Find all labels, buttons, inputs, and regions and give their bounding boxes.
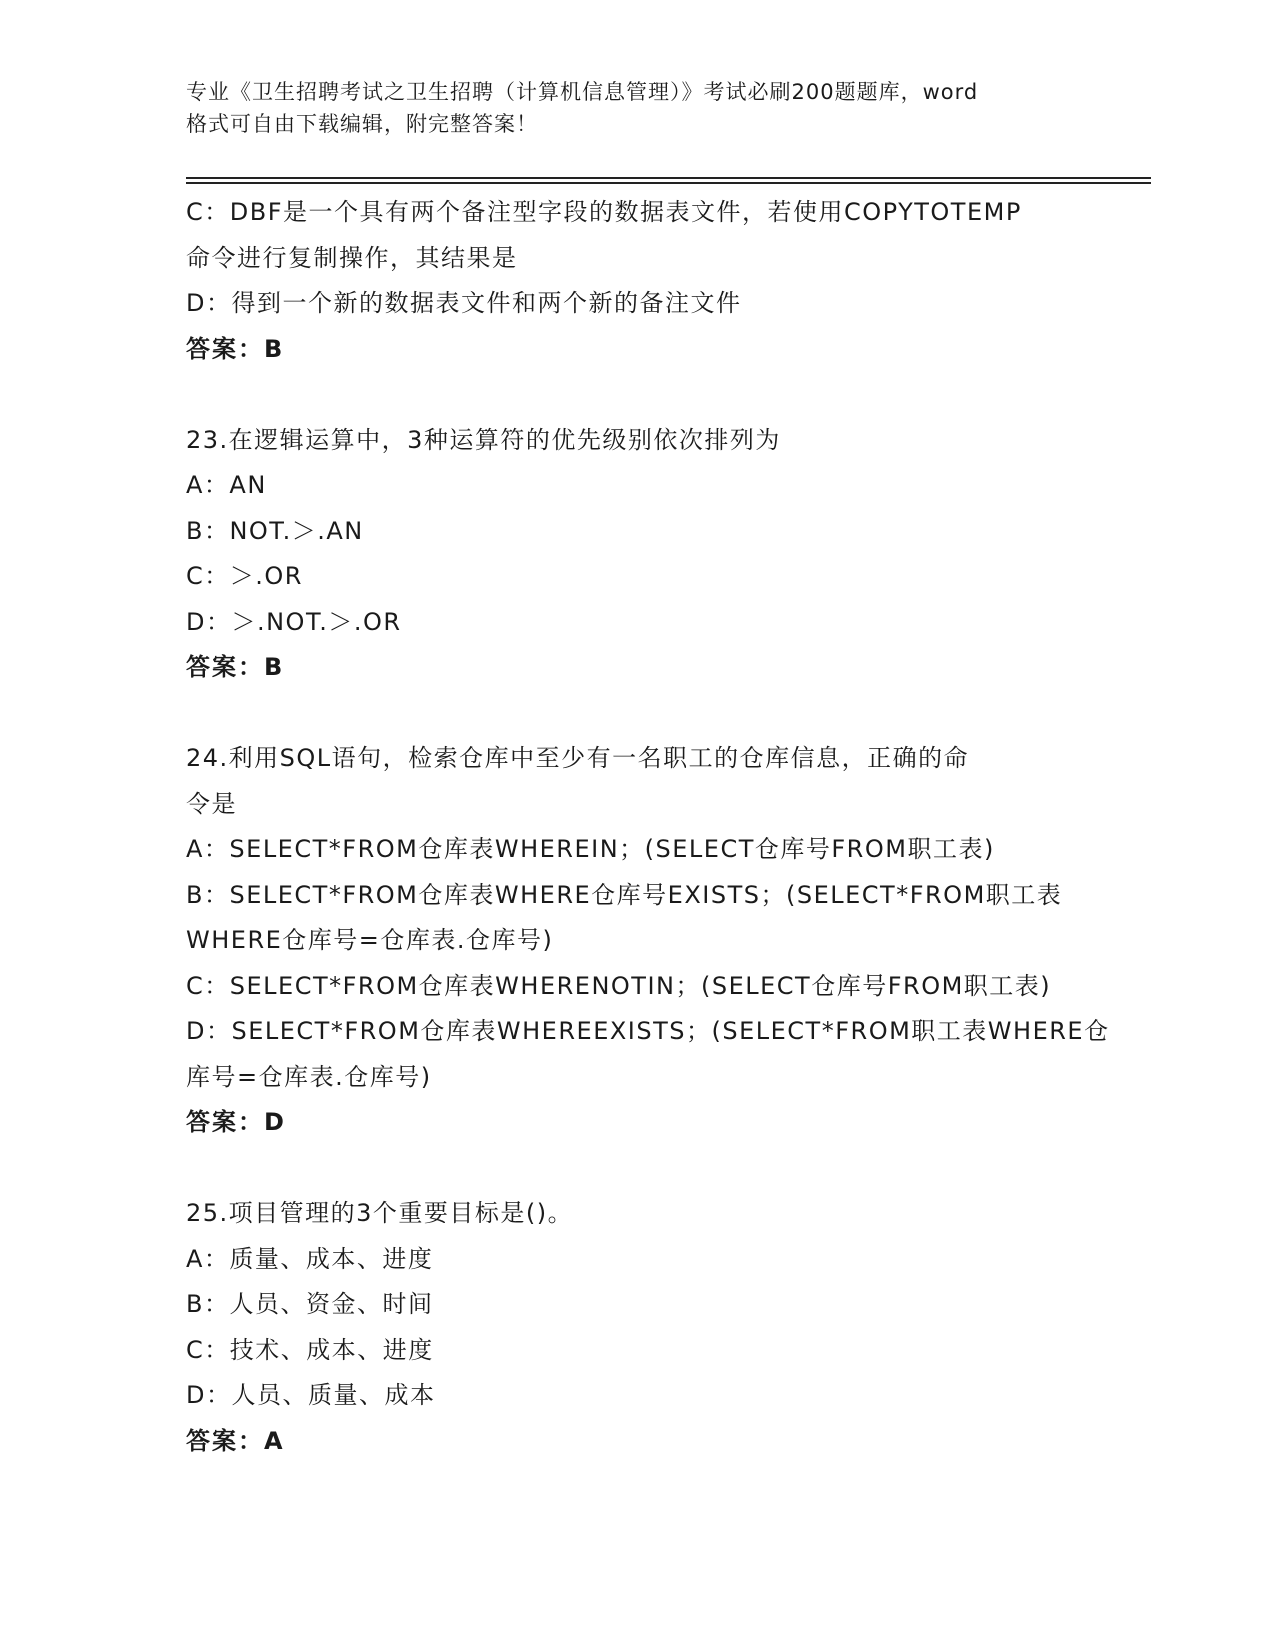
option-b-line-1: B：SELECT*FROM仓库表WHERE仓库号EXISTS；(SELECT*FROM职工表 — [186, 880, 1063, 909]
question-23 — [186, 418, 1086, 691]
option-c-line-2: 命令进行复制操作，其结果是 — [186, 243, 518, 272]
header-title-line-2: 格式可自由下载编辑，附完整答案！ — [186, 112, 538, 136]
answer: 答案：B — [186, 334, 285, 363]
option-d: D：得到一个新的数据表文件和两个新的备注文件 — [186, 289, 742, 317]
option-c-line-1: C：DBF是一个具有两个备注型字段的数据表文件，若使用COPYTOTEMP — [186, 198, 1022, 226]
option-b: B：NOT.＞.AN — [186, 516, 364, 545]
answer: 答案：D — [186, 1108, 286, 1136]
spacer — [186, 691, 1086, 737]
spacer — [186, 372, 1086, 418]
header-title-line-1: 专业《卫生招聘考试之卫生招聘（计算机信息管理）》考试必刷200题题库，word — [186, 80, 979, 104]
option-d: D：＞.NOT.＞.OR — [186, 607, 402, 636]
answer: 答案：A — [186, 1426, 285, 1455]
option-c: C：技术、成本、进度 — [186, 1335, 434, 1364]
document-header — [186, 76, 1086, 140]
question-list — [186, 190, 1110, 1464]
option-a: A：质量、成本、进度 — [186, 1244, 434, 1273]
answer: 答案：B — [186, 653, 285, 681]
option-d-line-1: D：SELECT*FROM仓库表WHEREEXISTS；(SELECT*FROM职工表WHERE仓 — [186, 1017, 1110, 1045]
question-25 — [186, 1191, 1086, 1464]
option-a: A：AN — [186, 471, 267, 499]
question-22-tail — [186, 190, 1086, 372]
option-b-line-2: WHERE仓库号=仓库表.仓库号) — [186, 926, 554, 954]
option-b: B：人员、资金、时间 — [186, 1290, 434, 1318]
header-divider-bottom — [186, 182, 1151, 184]
question-stem: 23.在逻辑运算中，3种运算符的优先级别依次排列为 — [186, 425, 781, 454]
header-divider-top — [186, 177, 1151, 179]
option-c: C：SELECT*FROM仓库表WHERENOTIN；(SELECT仓库号FROM职工表) — [186, 971, 1052, 1000]
question-24 — [186, 736, 1110, 1146]
question-stem: 25.项目管理的3个重要目标是()。 — [186, 1199, 574, 1227]
question-stem-line-2: 令是 — [186, 789, 237, 818]
option-a: A：SELECT*FROM仓库表WHEREIN；(SELECT仓库号FROM职工表) — [186, 835, 995, 863]
spacer — [186, 1146, 1086, 1192]
option-c: C：＞.OR — [186, 562, 303, 590]
option-d-line-2: 库号=仓库表.仓库号) — [186, 1062, 432, 1091]
option-d: D：人员、质量、成本 — [186, 1381, 436, 1409]
question-stem-line-1: 24.利用SQL语句，检索仓库中至少有一名职工的仓库信息，正确的命 — [186, 744, 970, 772]
